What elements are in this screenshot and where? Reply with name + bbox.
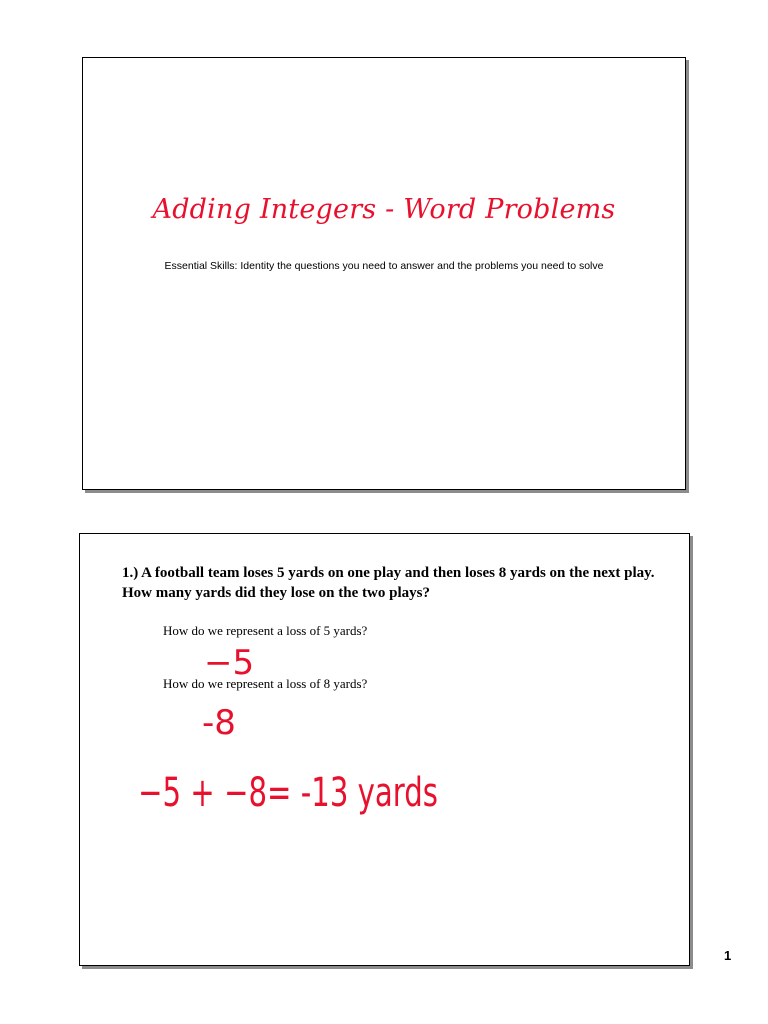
answer-1-text: −5 — [204, 643, 255, 683]
title-slide — [82, 57, 686, 490]
problem-slide — [79, 533, 690, 966]
page-number: 1 — [724, 948, 732, 963]
word-problem: 1.) A football team loses 5 yards on one play and then loses 8 yards on the next play. How many yards did they lose on the two plays? — [122, 565, 655, 601]
question-loss-8: How do we represent a loss of 8 yards? — [163, 676, 368, 691]
slide-subtitle: Essential Skills: Identity the questions you need to answer and the problems you need to solve — [164, 260, 604, 272]
handwritten-answer-2 — [202, 702, 272, 742]
slide-title: Adding Integers - Word Problems — [152, 194, 616, 225]
equation-text: −5 + −8= -13 yards — [138, 770, 438, 816]
answer-2-text: -8 — [202, 703, 236, 743]
question-loss-5: How do we represent a loss of 5 yards? — [163, 623, 368, 638]
handwritten-equation — [138, 764, 478, 820]
